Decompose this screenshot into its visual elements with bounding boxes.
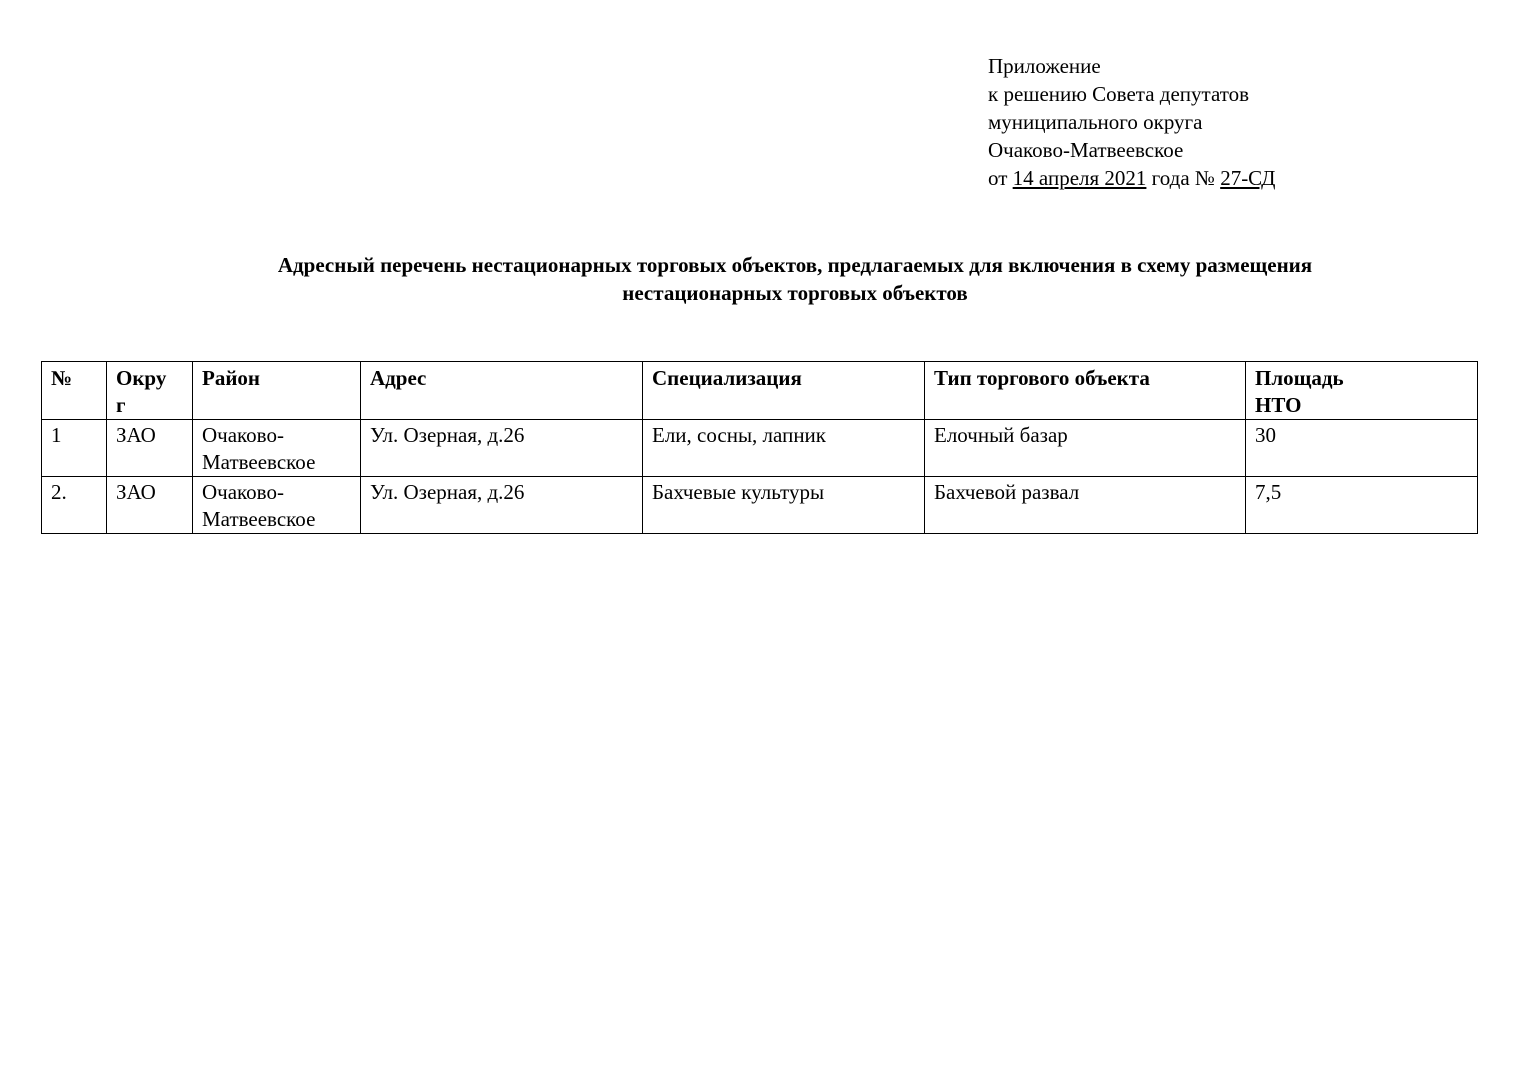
cell-rayon xyxy=(193,477,361,534)
header-okrug xyxy=(107,362,193,420)
table-row xyxy=(42,477,1478,534)
cell-object-type: Елочный базар xyxy=(925,420,1246,477)
appendix-date-line xyxy=(988,164,1275,192)
header-rayon: Район xyxy=(193,362,361,420)
cell-area: 30 xyxy=(1246,420,1478,477)
cell-num: 2. xyxy=(42,477,107,534)
appendix-line-3: муниципального округа xyxy=(988,110,1203,134)
header-object-type: Тип торгового объекта xyxy=(925,362,1246,420)
objects-table xyxy=(41,361,1478,534)
appendix-date-prefix: от xyxy=(988,166,1013,190)
header-num: № xyxy=(42,362,107,420)
cell-okrug: ЗАО xyxy=(107,420,193,477)
header-okrug-part2: г xyxy=(116,393,126,417)
appendix-line-1: Приложение xyxy=(988,54,1101,78)
header-okrug-part1: Окру xyxy=(116,366,167,390)
header-area-part1: Площадь xyxy=(1255,366,1344,390)
cell-rayon-part2: Матвеевское xyxy=(202,450,316,474)
title-line-2: нестационарных торговых объектов xyxy=(622,281,968,305)
cell-address: Ул. Озерная, д.26 xyxy=(361,420,643,477)
header-area xyxy=(1246,362,1478,420)
cell-address: Ул. Озерная, д.26 xyxy=(361,477,643,534)
header-area-part2: НТО xyxy=(1255,393,1302,417)
header-specialization: Специализация xyxy=(643,362,925,420)
title-line-1: Адресный перечень нестационарных торговых объектов, предлагаемых для включения в схему размещения xyxy=(277,253,1313,277)
cell-rayon xyxy=(193,420,361,477)
table-row xyxy=(42,420,1478,477)
header-address: Адрес xyxy=(361,362,643,420)
table-header-row xyxy=(42,362,1478,420)
cell-rayon-part2: Матвеевское xyxy=(202,507,316,531)
appendix-block xyxy=(988,52,1275,192)
cell-object-type: Бахчевой развал xyxy=(925,477,1246,534)
document-title xyxy=(0,251,1525,307)
cell-num: 1 xyxy=(42,420,107,477)
appendix-date: 14 апреля 2021 xyxy=(1012,166,1147,190)
cell-specialization: Ели, сосны, лапник xyxy=(643,420,925,477)
cell-okrug: ЗАО xyxy=(107,477,193,534)
cell-specialization: Бахчевые культуры xyxy=(643,477,925,534)
cell-rayon-part1: Очаково- xyxy=(202,423,284,447)
cell-rayon-part1: Очаково- xyxy=(202,480,284,504)
appendix-number: 27-СД xyxy=(1220,166,1276,190)
appendix-number-prefix: года № xyxy=(1146,166,1221,190)
appendix-line-4: Очаково-Матвеевское xyxy=(988,138,1184,162)
appendix-line-2: к решению Совета депутатов xyxy=(988,82,1250,106)
cell-area: 7,5 xyxy=(1246,477,1478,534)
